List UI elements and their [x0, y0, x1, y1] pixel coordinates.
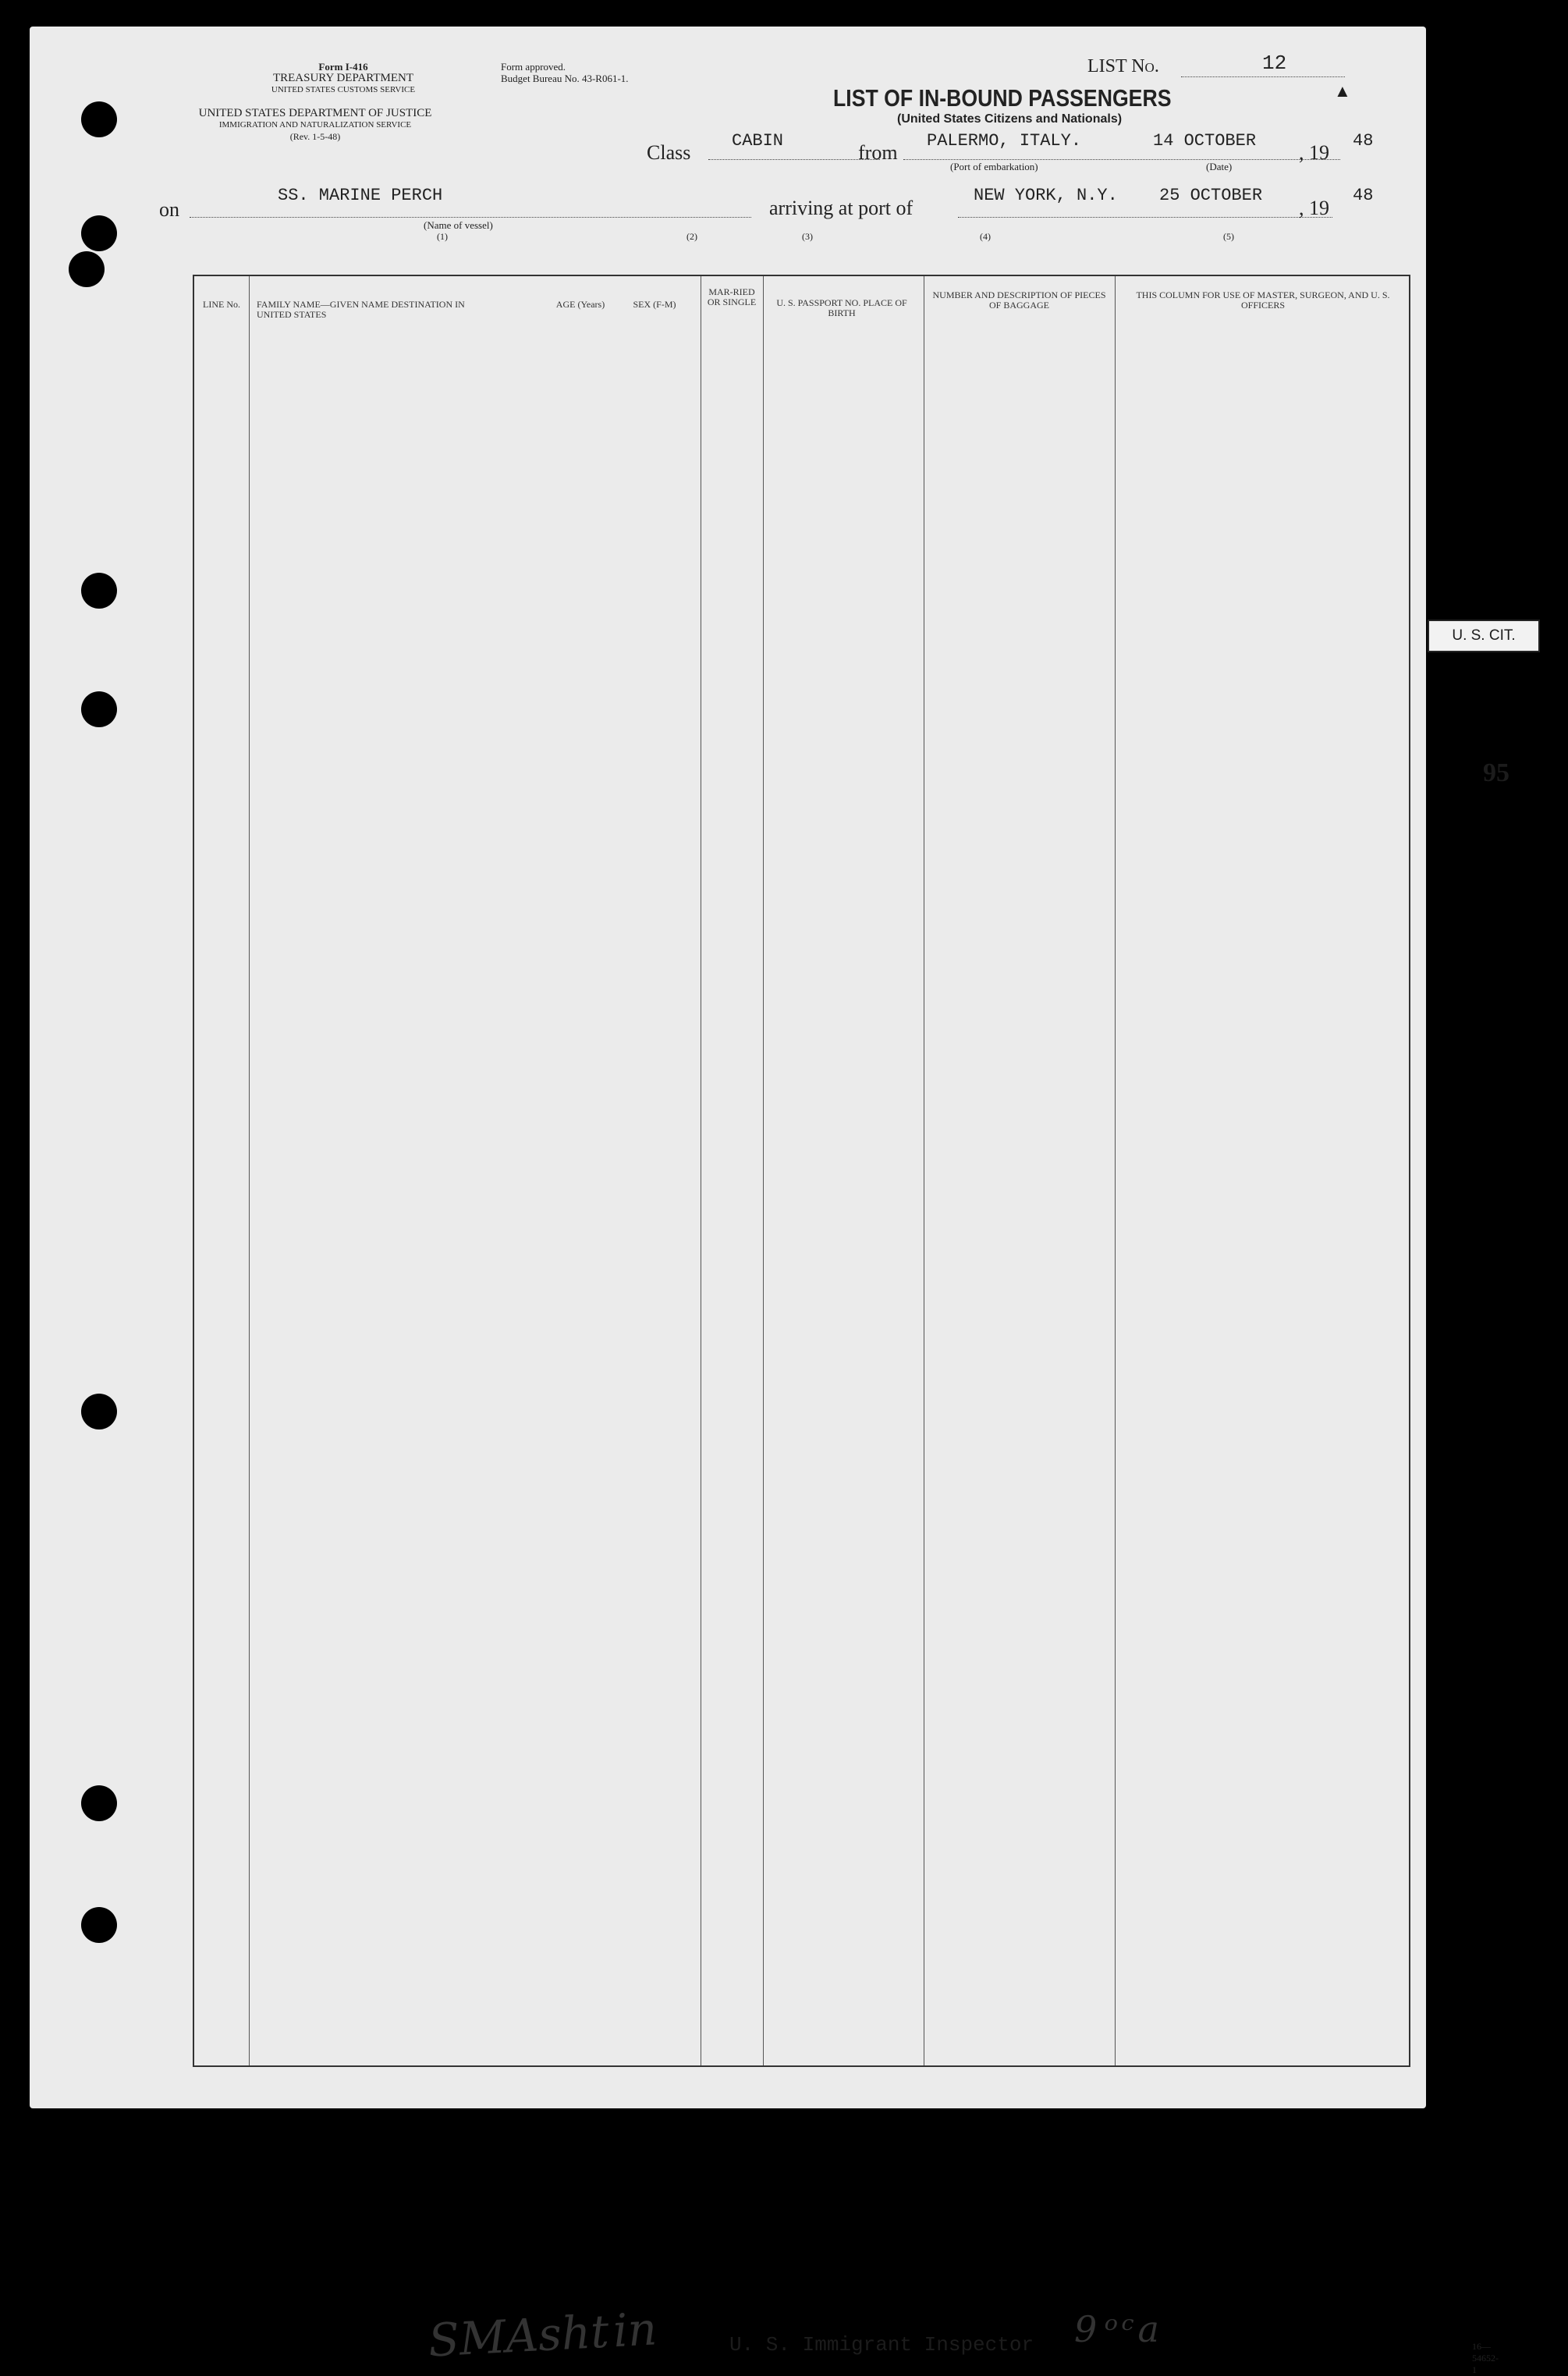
arrival-port: NEW YORK, N.Y.	[974, 186, 1118, 205]
margin-number: 95	[1483, 758, 1509, 787]
punch-hole	[81, 1785, 117, 1821]
page-title: LIST OF IN-BOUND PASSENGERS	[833, 84, 1172, 112]
punch-hole	[81, 573, 117, 609]
from-line	[903, 159, 1340, 160]
passenger-table	[193, 275, 1516, 2375]
inspector-label: U. S. Immigrant Inspector	[729, 2333, 1034, 2356]
class-label: Class	[647, 141, 691, 164]
department-info: UNITED STATES DEPARTMENT OF JUSTICE IMMIGRATION AND NATURALIZATION SERVICE (Rev. 1-5-48)	[198, 107, 432, 142]
punch-hole	[81, 691, 117, 727]
header-baggage: NUMBER AND DESCRIPTION OF PIECES OF BAGGAGE	[932, 289, 1106, 311]
year-prefix: , 19	[1299, 141, 1329, 164]
initials-mark: 9 ᵒ ᶜ a	[1074, 2308, 1159, 2350]
column-number-1: (1)	[437, 231, 448, 242]
page-subtitle: (United States Citizens and Nationals)	[897, 112, 1123, 126]
header-passport: U. S. PASSPORT NO. PLACE OF BIRTH	[776, 297, 907, 318]
column-divider	[1115, 276, 1116, 2065]
column-divider	[249, 276, 250, 2065]
on-label: on	[159, 198, 179, 221]
from-label: from	[858, 141, 898, 164]
punch-hole	[81, 1907, 117, 1943]
us-citizen-stamp: U. S. CIT.	[1428, 620, 1540, 652]
date-caption: (Date)	[1206, 161, 1233, 172]
year-value: 48	[1353, 131, 1374, 151]
manifest-sheet	[30, 27, 1516, 2375]
column-number-5: (5)	[1223, 231, 1234, 242]
list-number-line	[1181, 76, 1345, 77]
vessel-name: SS. MARINE PERCH	[278, 186, 443, 205]
list-number-label: LIST No.	[1087, 56, 1159, 76]
arrival-line	[958, 217, 1332, 218]
header-officers: THIS COLUMN FOR USE OF MASTER, SURGEON, AND U. S. OFFICERS	[1136, 289, 1390, 311]
column-number-4: (4)	[980, 231, 991, 242]
header-name: FAMILY NAME—GIVEN NAME DESTINATION IN UNITED STATES	[257, 299, 465, 320]
arrival-year-prefix: , 19	[1299, 197, 1329, 219]
header-sex: SEX (F-M)	[633, 299, 676, 310]
class-value: CABIN	[732, 131, 784, 151]
header-line-no: LINE No.	[203, 299, 240, 310]
corner-mark: ▲	[1334, 81, 1351, 101]
form-approval: Form approved. Budget Bureau No. 43-R061-1.	[501, 61, 629, 84]
column-number-2: (2)	[686, 231, 697, 242]
embarkation-port: PALERMO, ITALY.	[927, 131, 1082, 151]
embarkation-caption: (Port of embarkation)	[950, 161, 1038, 172]
header-age: AGE (Years)	[555, 299, 605, 310]
form-code: 16—54652-1	[1472, 2341, 1499, 2375]
punch-hole	[69, 251, 105, 287]
inspector-signature: SMAsht in	[427, 2302, 658, 2367]
punch-hole	[81, 101, 117, 137]
vessel-line	[190, 217, 751, 218]
column-number-3: (3)	[802, 231, 813, 242]
header-married: MAR-RIED OR SINGLE	[707, 286, 757, 307]
arriving-label: arriving at port of	[769, 197, 913, 219]
form-number: Form I-416 TREASURY DEPARTMENT UNITED STATES CUSTOMS SERVICE	[271, 61, 416, 94]
arrival-year: 48	[1353, 186, 1374, 205]
column-divider	[763, 276, 764, 2065]
embarkation-date: 14 OCTOBER	[1153, 131, 1257, 151]
punch-hole	[81, 215, 117, 251]
class-line	[708, 159, 880, 160]
arrival-date: 25 OCTOBER	[1159, 186, 1263, 205]
punch-hole	[81, 1394, 117, 1430]
vessel-caption: (Name of vessel)	[424, 219, 493, 231]
list-number: 12	[1262, 51, 1287, 75]
